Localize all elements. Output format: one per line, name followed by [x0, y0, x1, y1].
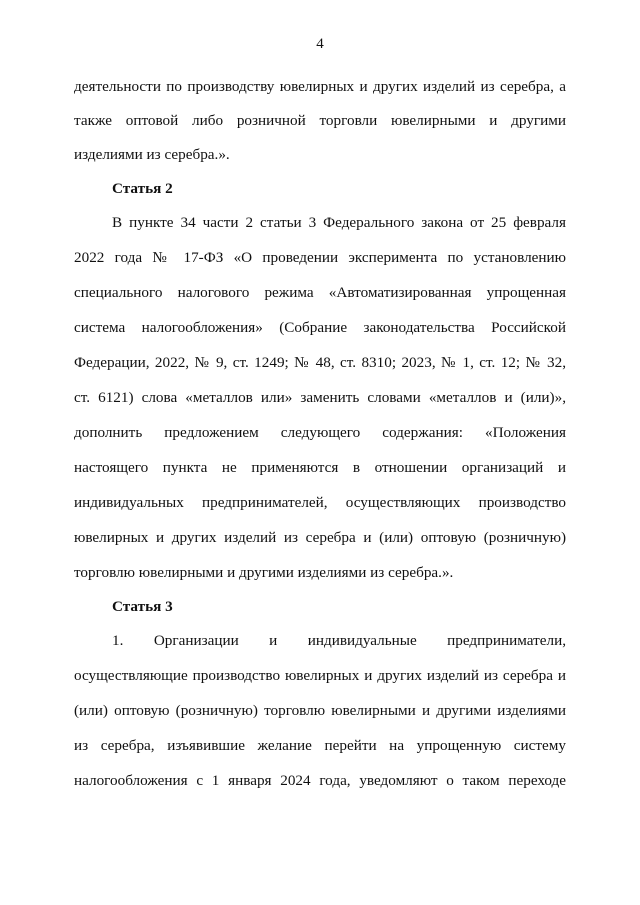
text-line: 2022 года № 17-ФЗ «О проведении эксперимента по установлению	[74, 249, 566, 266]
text-line: деятельности по производству ювелирных и других изделий из серебра, а	[74, 78, 566, 95]
text-line: изделиями из серебра.».	[74, 146, 230, 163]
text-line: специального налогового режима «Автоматизированная упрощенная	[74, 284, 566, 301]
text-line: осуществляющие производство ювелирных и других изделий из серебра и	[74, 667, 566, 684]
text-line: (или) оптовую (розничную) торговлю ювелирными и другими изделиями	[74, 702, 566, 719]
text-line: Федерации, 2022, № 9, ст. 1249; № 48, ст. 8310; 2023, № 1, ст. 12; № 32,	[74, 354, 566, 371]
text-line: из серебра, изъявившие желание перейти на упрощенную систему	[74, 737, 566, 754]
text-line: ювелирных и других изделий из серебра и (или) оптовую (розничную)	[74, 529, 566, 546]
text-line: торговлю ювелирными и другими изделиями из серебра.».	[74, 564, 454, 581]
page-number: 4	[316, 36, 324, 52]
text-line: система налогообложения» (Собрание законодательства Российской	[74, 319, 566, 336]
text-line: В пункте 34 части 2 статьи 3 Федерального закона от 25 февраля	[112, 214, 566, 231]
article-3-heading: Статья 3	[112, 598, 173, 615]
text-line: индивидуальных предпринимателей, осуществляющих производство	[74, 494, 566, 511]
text-line: ст. 6121) слова «металлов или» заменить словами «металлов и (или)»,	[74, 389, 566, 406]
text-line: 1. Организации и индивидуальные предприниматели,	[112, 632, 566, 649]
text-line: также оптовой либо розничной торговли ювелирными и другими	[74, 112, 566, 129]
text-line: дополнить предложением следующего содержания: «Положения	[74, 424, 566, 441]
text-line: налогообложения с 1 января 2024 года, уведомляют о таком переходе	[74, 772, 566, 789]
text-line: настоящего пункта не применяются в отношении организаций и	[74, 459, 566, 476]
article-2-heading: Статья 2	[112, 180, 173, 197]
